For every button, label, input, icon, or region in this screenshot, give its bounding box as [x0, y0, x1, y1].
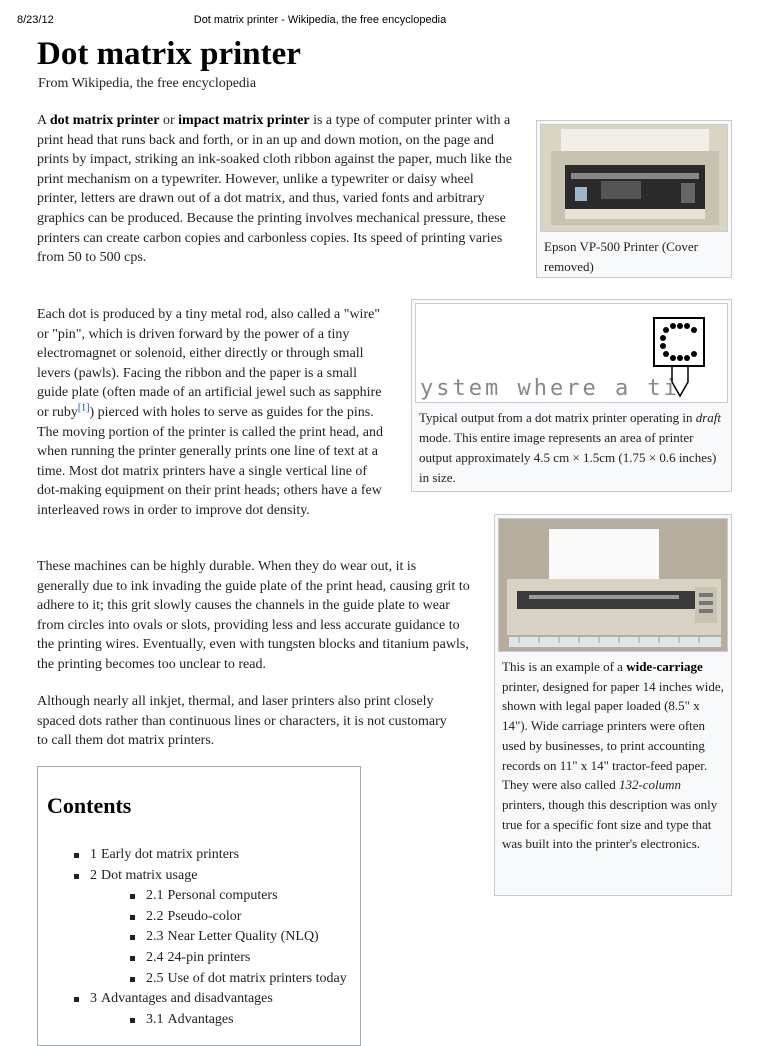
table-of-contents: [37, 766, 361, 1046]
toc-item-2-5[interactable]: 2.5 Use of dot matrix printers today: [130, 969, 347, 990]
print-page-title: Dot matrix printer - Wikipedia, the free encyclopedia: [193, 14, 447, 26]
print-date: 8/23/12: [17, 14, 54, 26]
reference-link-1[interactable]: [1]: [77, 402, 90, 414]
toc-item-2-3[interactable]: 2.3 Near Letter Quality (NLQ): [130, 927, 347, 948]
link-draft[interactable]: draft: [695, 410, 722, 425]
link-wide-carriage[interactable]: wide-carriage: [626, 659, 703, 674]
epson-printer-image[interactable]: [540, 124, 728, 232]
toc-item-2-1[interactable]: 2.1 Personal computers: [130, 886, 347, 907]
toc-item-2-2[interactable]: 2.2 Pseudo-color: [130, 907, 347, 928]
magnifier-icon: [650, 304, 720, 402]
caption-dot-matrix-sample: Typical output from a dot matrix printer operating in draft mode. This entire image represents an area of printer output approximately 4.5 cm × 1.5cm (1.75 × 0.6 inches) in size.: [419, 410, 722, 485]
term-132-column: 132-column: [618, 777, 682, 793]
toc-item-3-1[interactable]: 3.1 Advantages: [130, 1010, 347, 1031]
toc-item-1[interactable]: 1 Early dot matrix printers: [74, 845, 347, 866]
paragraph-intro: A dot matrix printer or impact matrix printer is a type of computer printer with a print head that runs back and forth, or in an up and down motion, on the page and prints by impact, striking an ink-soaked cloth ribbon against the paper, much like the print mechanism on a typewriter. However, unlike a typewriter or daisy wheel printer, letters are drawn out of a dot matrix, and thus, varied fonts and arbitrary graphics can be produced. Because the printing involves mechanical pressure, these printers can create carbon copies and carbonless copies. Its speed of printing varies from 50 to 500 cps.: [37, 113, 512, 266]
figure-wide-carriage-printer: [494, 514, 732, 896]
sample-line-1: ystem where a ti: [420, 376, 680, 401]
paragraph-dot-production: Each dot is produced by a tiny metal rod, also called a "wire" or "pin", which is driven forward by the power of a tiny electromagnet or solenoid, either directly or through small levers (pawls). Facing the ribbon and the paper is a small guide plate (often made of an artificial jewel such as sapphire or ruby[1]) pierced with holes to serve as guides for the pins. The moving portion of the printer is called the print head, and when running the printer generally prints one line of text at a time. Most dot matrix printers have a single vertical line of dot-making equipment on their print heads; others have a few interleaved rows in order to improve dot density.: [37, 307, 384, 518]
article-title: Dot matrix printer: [37, 36, 301, 72]
caption-epson: Epson VP-500 Printer (Cover removed): [544, 239, 698, 274]
wide-printer-photo-icon: [499, 519, 728, 651]
figure-epson-printer: [536, 120, 732, 278]
toc-item-2[interactable]: 2 Dot matrix usage 2.1 Personal computers 2.2 Pseudo-color 2.3 Near Letter Quality (NLQ) 2.4 24-pin printers 2.5 Use of dot matrix printers today: [74, 866, 347, 990]
article-subtitle: From Wikipedia, the free encyclopedia: [38, 76, 257, 91]
caption-wide-carriage: This is an example of a wide-carriage printer, designed for paper 14 inches wide, shown with legal paper loaded (8.5" x 14"). Wide carriage printers were often used by businesses, to print accounting records on 11" x 14" tractor-feed paper. They were also called 132-column printers, though this description was only true for a specific font size and type that was built into the printer's electronics.: [502, 659, 724, 852]
toc-item-3[interactable]: 3 Advantages and disadvantages 3.1 Advantages: [74, 989, 347, 1030]
toc-title: Contents: [47, 793, 132, 818]
term-dot-matrix-printer: dot matrix printer: [49, 113, 160, 128]
toc-list: [74, 845, 347, 1030]
paragraph-durability: These machines can be highly durable. When they do wear out, it is generally due to ink invading the guide plate of the print head, causing grit to adhere to it; this grit slowly causes the channels in the guide plate to wear from circles into ovals or slots, providing less and less accurate guidance to the printing wires. Eventually, even with tungsten blocks and titanium pawls, the printing becomes too unclear to read.: [37, 559, 470, 672]
term-impact-matrix-printer: impact matrix printer: [178, 113, 310, 128]
printer-photo-icon: [541, 125, 728, 231]
figure-dot-matrix-sample: [411, 299, 732, 492]
dot-matrix-sample-image[interactable]: [415, 303, 728, 403]
paragraph-other-printers: Although nearly all inkjet, thermal, and laser printers also print closely spaced dots rather than continuous lines or characters, it is not customary to call them dot matrix printers.: [37, 694, 447, 749]
toc-item-2-4[interactable]: 2.4 24-pin printers: [130, 948, 347, 969]
wide-carriage-image[interactable]: [498, 518, 728, 652]
